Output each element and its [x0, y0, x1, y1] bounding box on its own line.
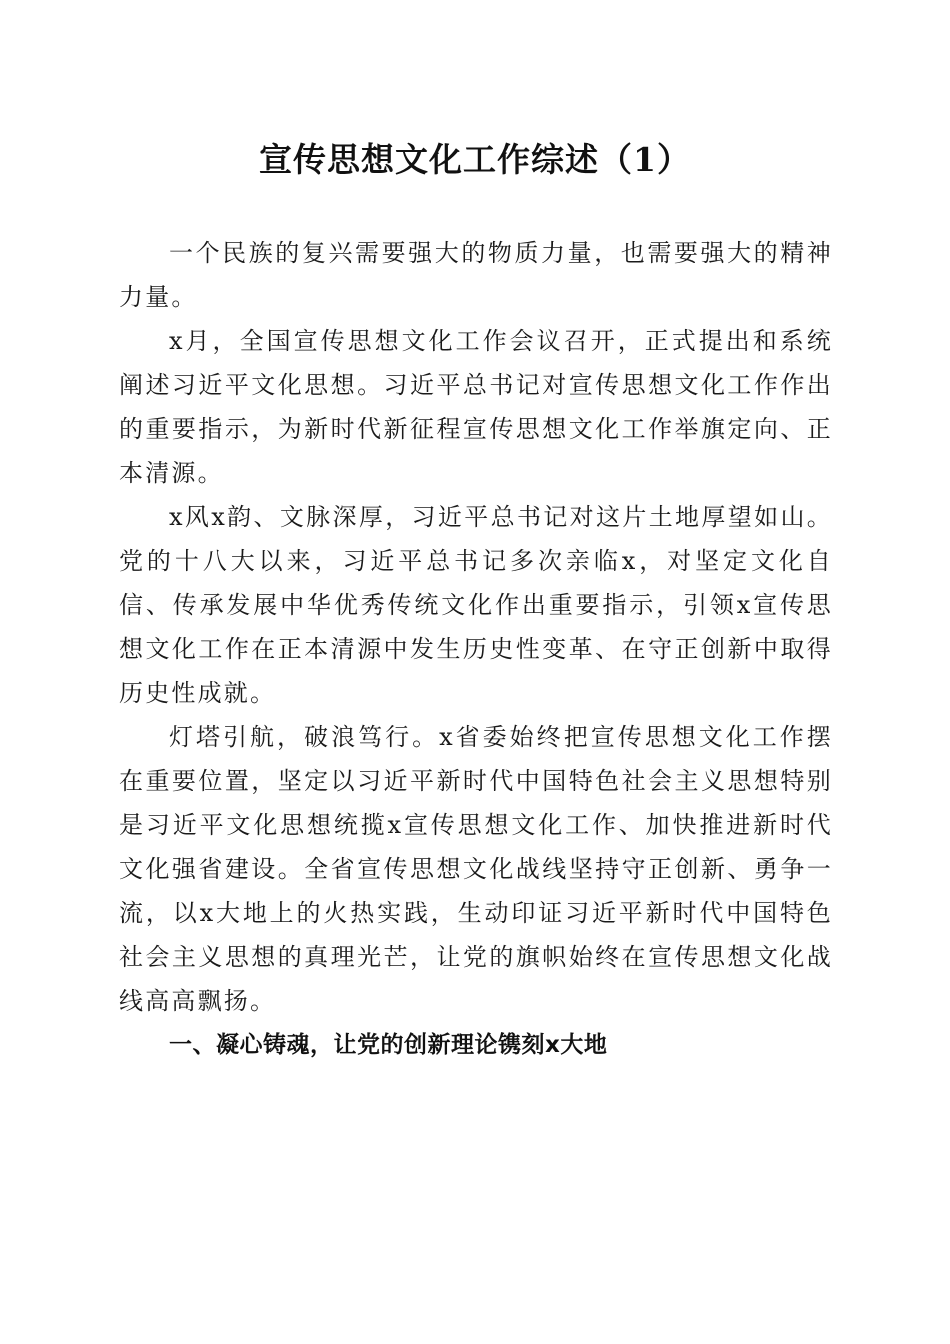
section-heading: 一、凝心铸魂，让党的创新理论镌刻x大地	[169, 1032, 608, 1058]
paragraph-conference: x月，全国宣传思想文化工作会议召开，正式提出和系统阐述习近平文化思想。习近平总书记对宣传思想文化工作作出的重要指示，为新时代新征程宣传思想文化工作举旗定向、正本清源。	[119, 327, 833, 487]
paragraph-culture-heritage: x风x韵、文脉深厚，习近平总书记对这片土地厚望如山。党的十八大以来，习近平总书记多次亲临x，对坚定文化自信、传承发展中华优秀传统文化作出重要指示，引领x宣传思想文化工作在正本清源中发生历史性变革、在守正创新中取得历史性成就。	[119, 503, 833, 707]
paragraph-intro: 一个民族的复兴需要强大的物质力量，也需要强大的精神力量。	[119, 239, 833, 311]
document-title: 宣传思想文化工作综述（1）	[259, 140, 691, 179]
paragraph-provincial-work: 灯塔引航，破浪笃行。x省委始终把宣传思想文化工作摆在重要位置，坚定以习近平新时代中国特色社会主义思想特别是习近平文化思想统揽x宣传思想文化工作、加快推进新时代文化强省建设。全省宣传思想文化战线坚持守正创新、勇争一流，以x大地上的火热实践，生动印证习近平新时代中国特色社会主义思想的真理光芒，让党的旗帜始终在宣传思想文化战线高高飘扬。	[119, 723, 833, 1015]
document-body	[119, 231, 833, 1067]
